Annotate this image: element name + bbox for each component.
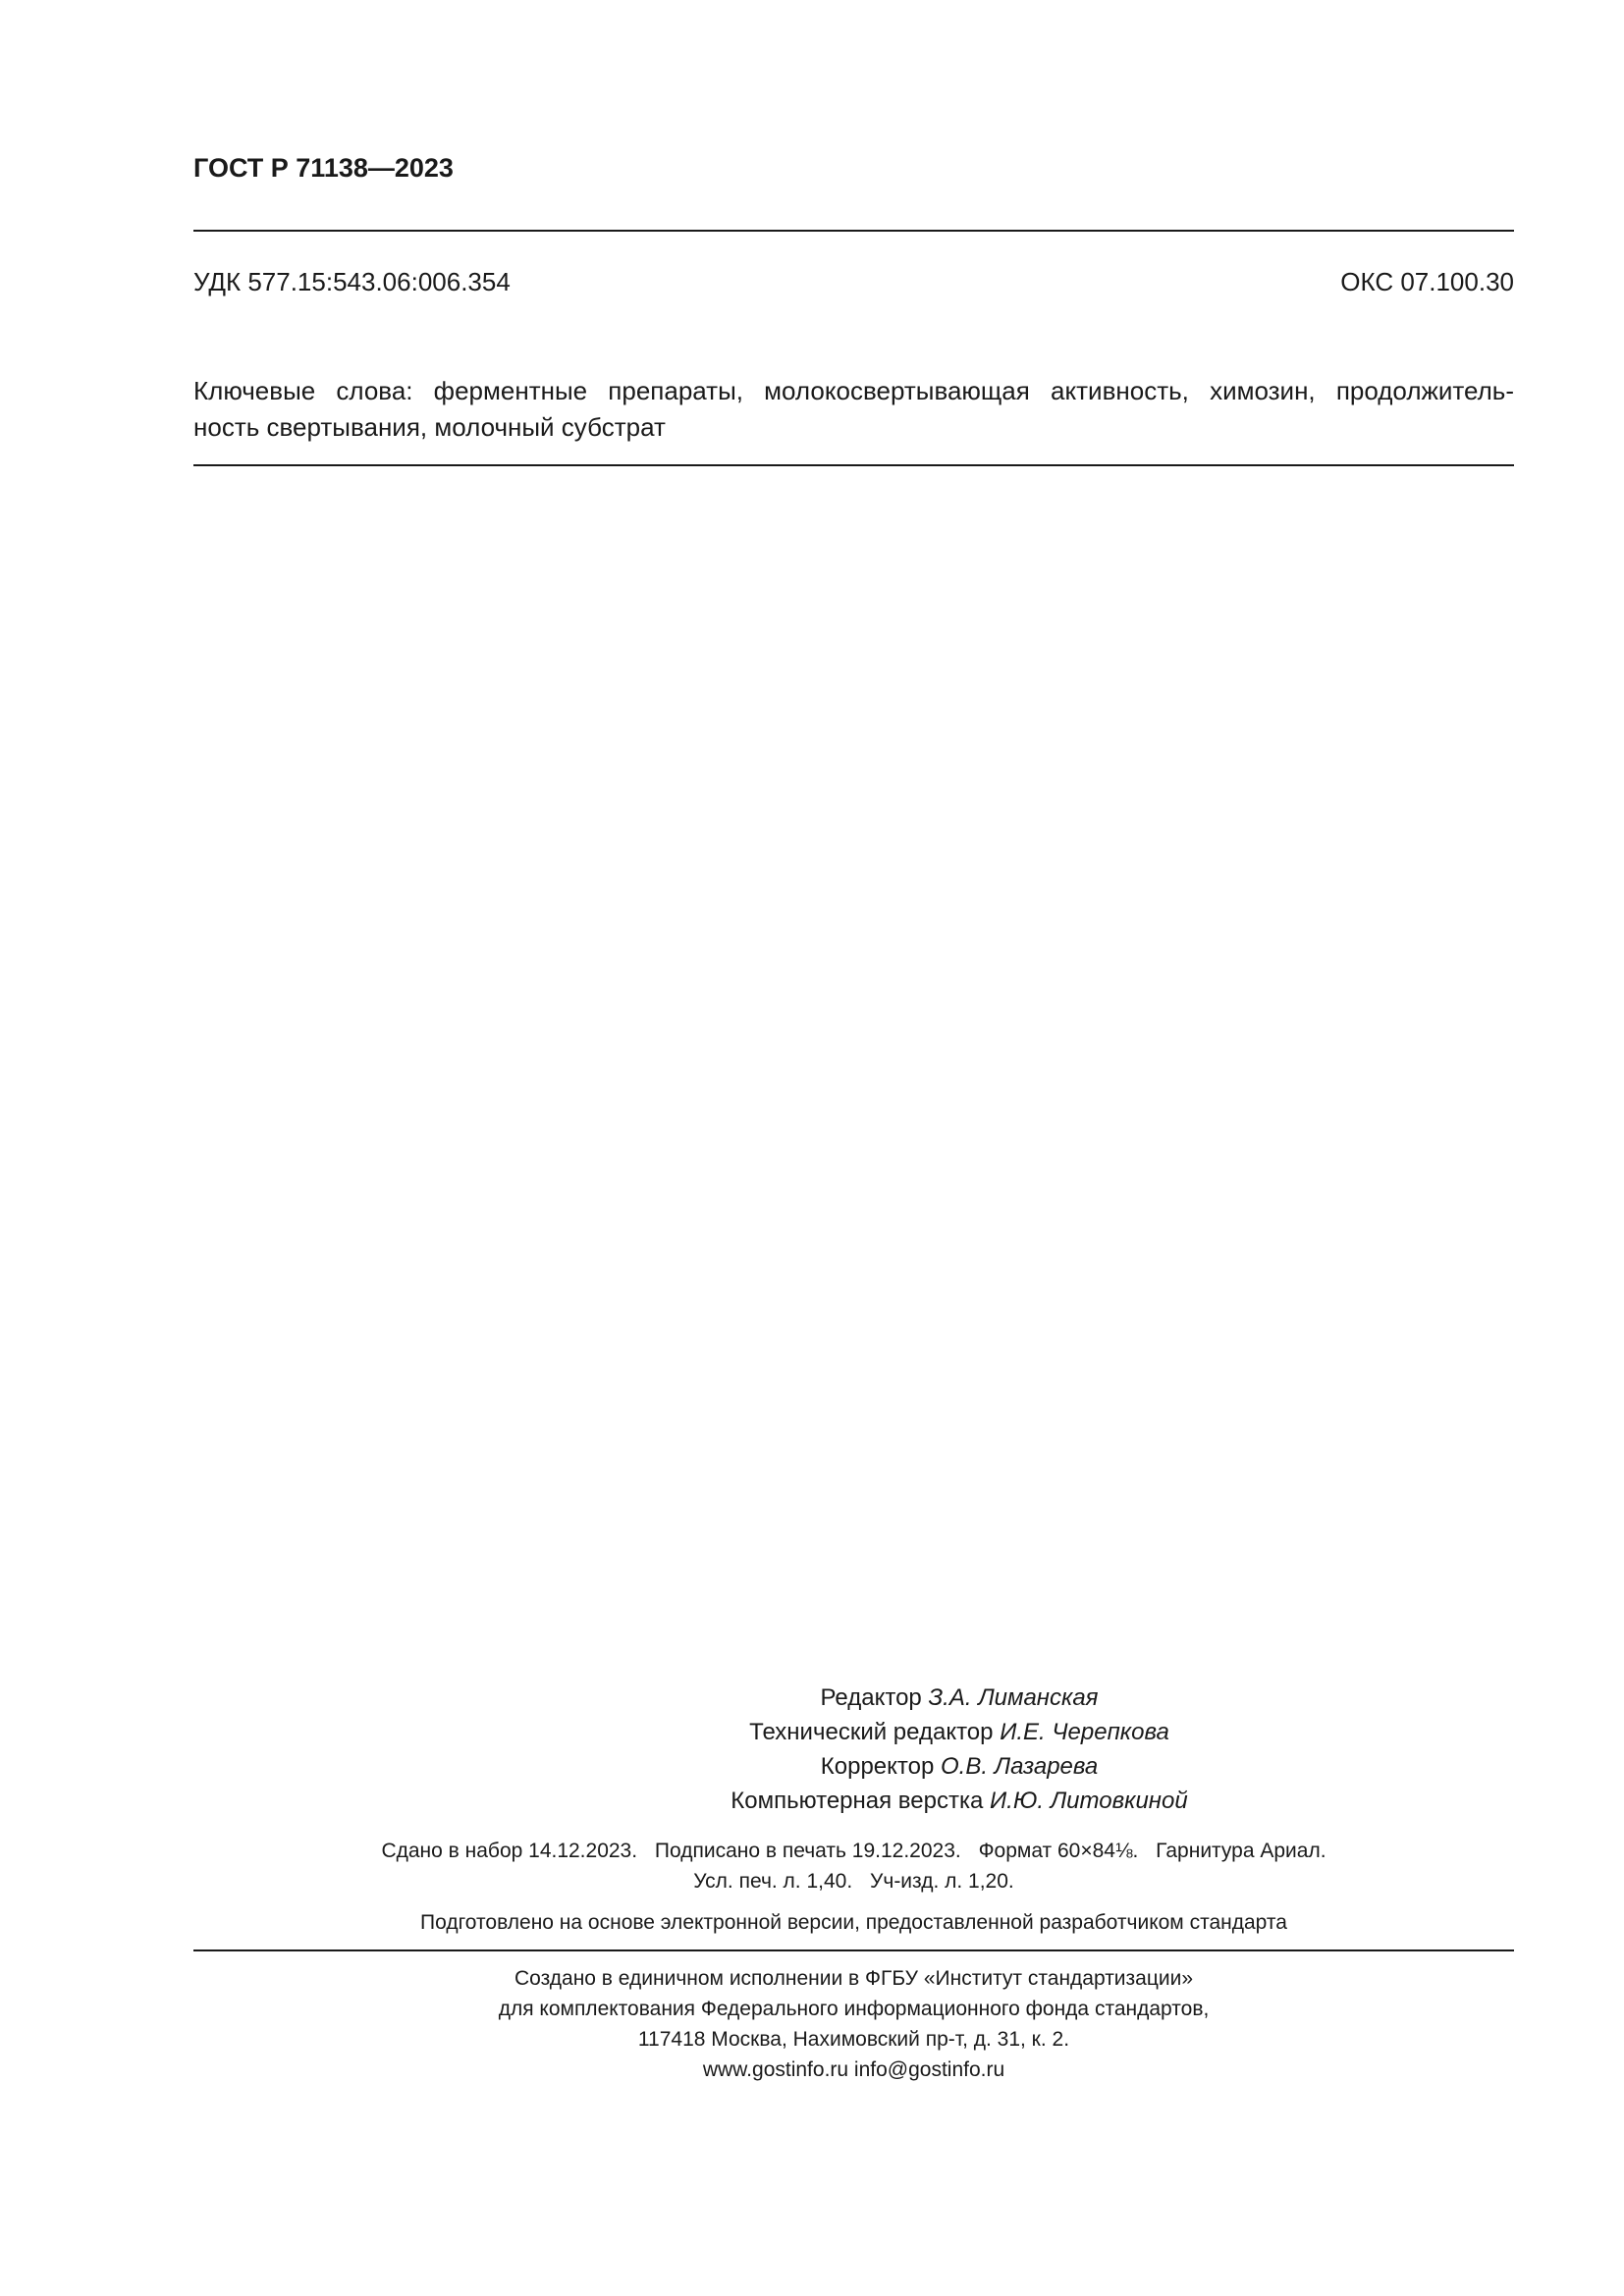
credit-name: И.Ю. Литовкиной xyxy=(990,1788,1188,1814)
website-link[interactable]: www.gostinfo.ru xyxy=(702,2058,849,2081)
imprint-submitted: Сдано в набор 14.12.2023. xyxy=(381,1840,638,1862)
footer-line-2: для комплектования Федерального информационного фонда стандартов, xyxy=(498,1998,1210,2020)
imprint-line-2 xyxy=(193,1866,1514,1896)
top-divider xyxy=(193,230,1514,232)
imprint-signed: Подписано в печать 19.12.2023. xyxy=(654,1840,961,1862)
footer-line-1: Создано в единичном исполнении в ФГБУ «Институт стандартизации» xyxy=(514,1967,1194,1990)
credit-role: Технический редактор xyxy=(749,1719,994,1745)
email-link[interactable]: info@gostinfo.ru xyxy=(853,2058,1005,2081)
udk-code: УДК 577.15:543.06:006.354 xyxy=(193,267,511,296)
keywords-paragraph xyxy=(193,373,1514,446)
credit-role: Корректор xyxy=(820,1753,935,1780)
keywords-line-2: ность свертывания, молочный субстрат xyxy=(193,412,666,442)
credit-editor xyxy=(147,1681,1624,1715)
keywords-line-1: Ключевые слова: ферментные препараты, молокосвертывающая активность, химозин, продолжитель- xyxy=(193,376,1514,405)
credit-role: Компьютерная верстка xyxy=(731,1788,984,1814)
publisher-footer xyxy=(193,1963,1514,2085)
credit-name: З.А. Лиманская xyxy=(928,1684,1099,1711)
footer-contacts xyxy=(193,2055,1514,2085)
imprint-format: Формат 60×84⅛. xyxy=(978,1840,1139,1862)
oks-code: ОКС 07.100.30 xyxy=(1340,267,1514,296)
footer-line-3: 117418 Москва, Нахимовский пр-т, д. 31, к. 2. xyxy=(637,2028,1070,2051)
standard-code: ГОСТ Р 71138—2023 xyxy=(193,153,454,183)
credit-tech-editor xyxy=(147,1715,1624,1749)
credit-name: О.В. Лазарева xyxy=(941,1753,1099,1780)
credit-layout xyxy=(147,1784,1624,1818)
credit-role: Редактор xyxy=(820,1684,922,1711)
credit-proofreader xyxy=(147,1749,1624,1784)
footer-divider xyxy=(193,1949,1514,1951)
imprint-block xyxy=(193,1836,1514,1896)
keywords-divider xyxy=(193,464,1514,466)
prepared-note: Подготовлено на основе электронной версии, предоставленной разработчиком стандарта xyxy=(420,1911,1287,1934)
imprint-typeface: Гарнитура Ариал. xyxy=(1156,1840,1326,1862)
imprint-line-1 xyxy=(193,1836,1514,1866)
credit-name: И.Е. Черепкова xyxy=(1000,1719,1169,1745)
imprint-print-sheets: Усл. печ. л. 1,40. xyxy=(693,1870,853,1893)
imprint-pub-sheets: Уч-изд. л. 1,20. xyxy=(870,1870,1014,1893)
credits-block xyxy=(0,1681,1624,1818)
